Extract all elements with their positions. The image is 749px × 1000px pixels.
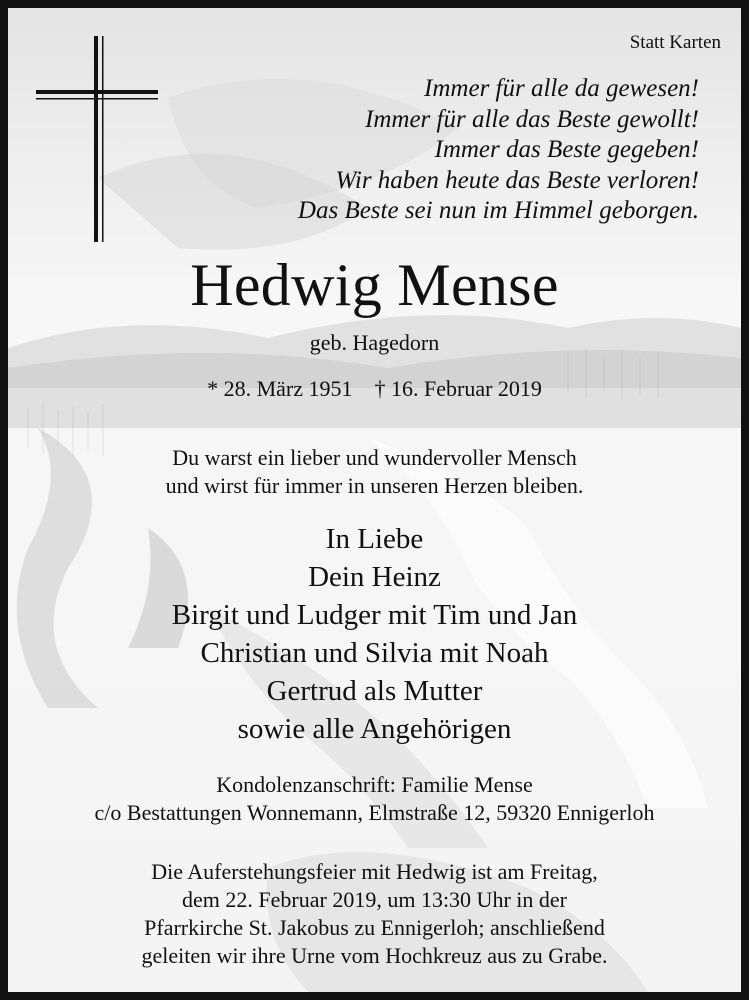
mourner-line: Dein Heinz (308, 561, 441, 593)
poem-line: Das Beste sei nun im Himmel geborgen. (297, 197, 699, 224)
memorial-motto (8, 444, 741, 500)
motto-line: und wirst für immer in unseren Herzen bleiben. (165, 473, 584, 498)
condolence-line: c/o Bestattungen Wonnemann, Elmstraße 12, 59320 Ennigerloh (94, 800, 655, 825)
latin-cross-icon (36, 36, 158, 242)
mourner-line: sowie alle Angehörigen (237, 713, 512, 745)
poem-verse (298, 74, 699, 227)
service-line: Pfarrkirche St. Jakobus zu Ennigerloh; anschließend (144, 915, 605, 940)
poem-line: Wir haben heute das Beste verloren! (335, 166, 699, 194)
service-line: Die Auferstehungsfeier mit Hedwig ist am Freitag, (151, 859, 598, 884)
poem-line: Immer für alle das Beste gewollt! (365, 105, 699, 133)
maiden-name: geb. Hagedorn (309, 330, 440, 355)
motto-line: Du warst ein lieber und wundervoller Mensch (172, 445, 577, 470)
mourner-line: In Liebe (325, 523, 424, 555)
mourner-line: Christian und Silvia mit Noah (200, 637, 549, 669)
birth-date: * 28. März 1951 (207, 376, 353, 401)
service-line: dem 22. Februar 2019, um 13:30 Uhr in der (182, 887, 567, 912)
life-dates (8, 376, 741, 402)
death-date: † 16. Februar 2019 (374, 376, 542, 401)
condolence-line: Kondolenzanschrift: Familie Mense (216, 772, 533, 797)
funeral-service-info (8, 858, 741, 970)
service-line: geleiten wir ihre Urne vom Hochkreuz aus zu Grabe. (141, 943, 608, 968)
poem-line: Immer für alle da gewesen! (424, 75, 699, 102)
mourner-line: Gertrud als Mutter (266, 675, 483, 707)
deceased-name: Hedwig Mense (190, 252, 559, 318)
mourner-line: Birgit und Ludger mit Tim und Jan (171, 599, 578, 631)
mourners-list (8, 520, 741, 748)
poem-line: Immer das Beste gegeben! (434, 136, 699, 163)
condolence-address (8, 771, 741, 827)
statt-karten-note: Statt Karten (629, 32, 721, 53)
